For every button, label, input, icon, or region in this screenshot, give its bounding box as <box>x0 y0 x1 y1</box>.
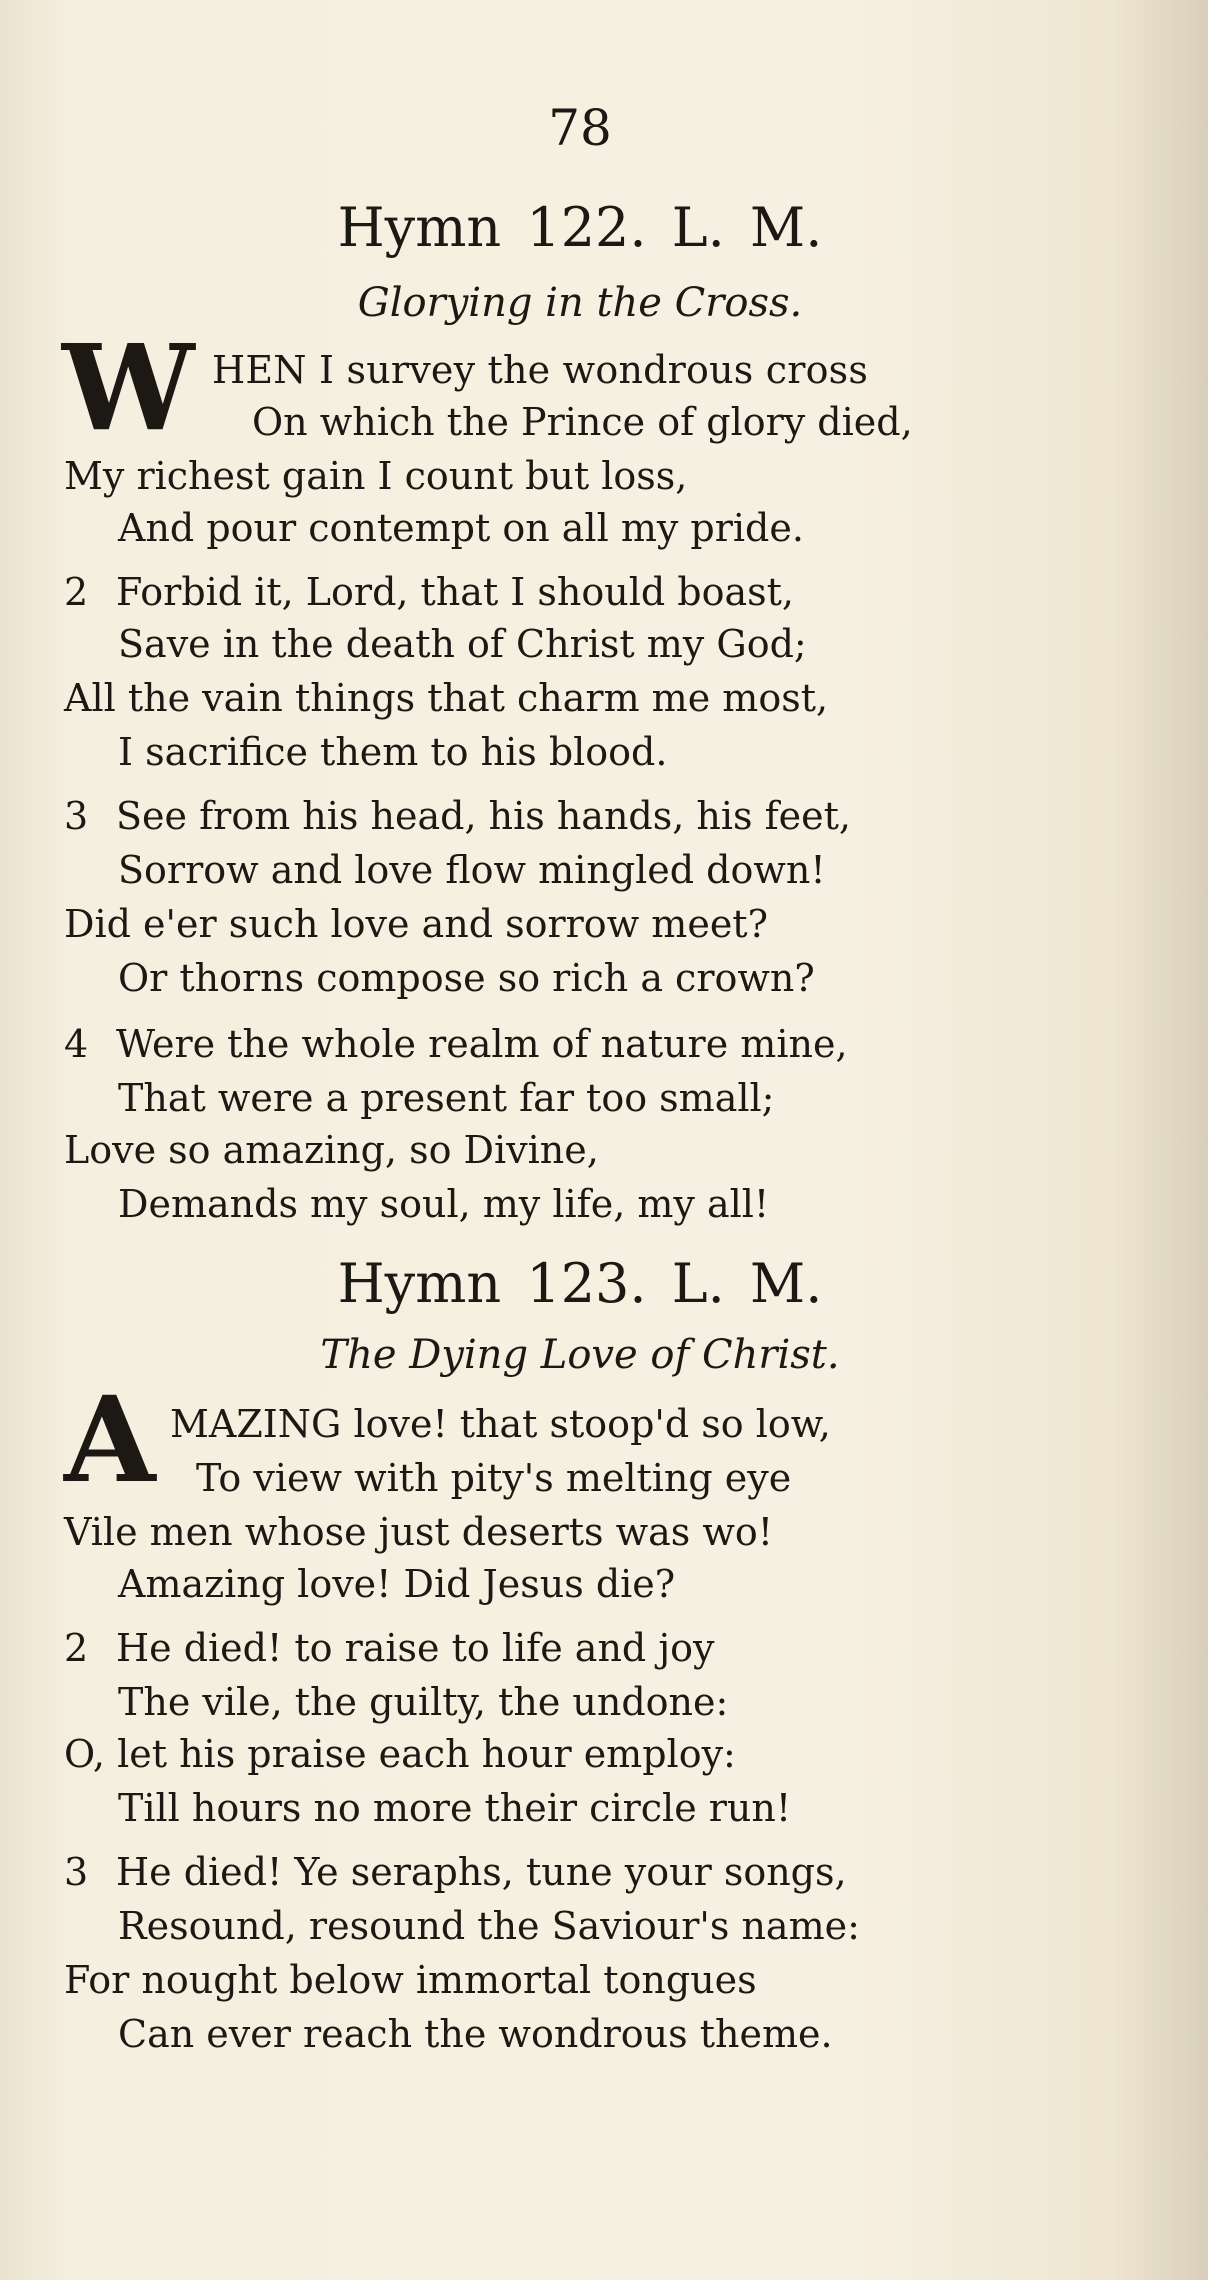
verse-text: Were the whole realm of nature mine, <box>116 1022 848 1066</box>
hymn-123-line-11: For nought below immortal tongues <box>64 1958 757 2002</box>
verse-number: 3 <box>64 794 89 838</box>
hymn-122-line-2: On which the Prince of glory died, <box>252 400 913 444</box>
verse-text: He died! to raise to life and joy <box>116 1626 715 1670</box>
verse-text: He died! Ye seraphs, tune your songs, <box>116 1850 847 1894</box>
hymn-122-line-11: Did e'er such love and sorrow meet? <box>64 902 768 946</box>
hymn-123-line-8: Till hours no more their circle run! <box>118 1786 792 1830</box>
hymn-122-line-12: Or thorns compose so rich a crown? <box>118 956 815 1000</box>
hymn-122-line-16: Demands my soul, my life, my all! <box>118 1182 770 1226</box>
hymn-122-line-14: That were a present far too small; <box>118 1076 775 1120</box>
hymn-123-line-5 <box>64 1622 714 1674</box>
hymn-122-line-5 <box>64 566 794 618</box>
hymn-122-heading: Hymn 122. L. M. <box>337 196 823 259</box>
hymn-122-line-6: Save in the death of Christ my God; <box>118 622 807 666</box>
hymn-122-drop-cap: W <box>62 318 195 457</box>
hymn-122-line-4: And pour contempt on all my pride. <box>118 506 804 550</box>
hymn-122-line-13 <box>64 1018 848 1070</box>
verse-number: 2 <box>64 570 89 614</box>
hymn-123-line-1: MAZING love! that stoop'd so low, <box>170 1402 831 1446</box>
hymn-123-line-6: The vile, the guilty, the undone: <box>118 1680 729 1724</box>
hymn-123-line-3: Vile men whose just deserts was wo! <box>64 1510 774 1554</box>
hymn-123-line-2: To view with pity's melting eye <box>196 1456 792 1500</box>
hymn-123-line-12: Can ever reach the wondrous theme. <box>118 2012 833 2056</box>
hymn-123-heading: Hymn 123. L. M. <box>337 1252 823 1315</box>
verse-text: See from his head, his hands, his feet, <box>116 794 852 838</box>
hymn-122-subtitle: Glorying in the Cross. <box>357 280 803 326</box>
hymn-122-line-8: I sacrifice them to his blood. <box>118 730 668 774</box>
hymn-123-line-9 <box>64 1846 847 1898</box>
hymn-122-line-10: Sorrow and love flow mingled down! <box>118 848 826 892</box>
hymn-123-line-7: O, let his praise each hour employ: <box>64 1732 736 1776</box>
verse-number: 2 <box>64 1626 89 1670</box>
hymn-123-subtitle: The Dying Love of Christ. <box>320 1332 840 1378</box>
hymn-123-drop-cap: A <box>64 1370 156 1509</box>
hymn-122-line-1: HEN I survey the wondrous cross <box>212 348 869 392</box>
hymn-122-line-9 <box>64 790 851 842</box>
hymn-122-line-15: Love so amazing, so Divine, <box>64 1128 599 1172</box>
hymn-123-line-4: Amazing love! Did Jesus die? <box>118 1562 676 1606</box>
page-number: 78 <box>548 99 612 157</box>
hymn-122-line-7: All the vain things that charm me most, <box>64 676 829 720</box>
hymn-122-line-3: My richest gain I count but loss, <box>64 454 688 498</box>
verse-number: 4 <box>64 1022 89 1066</box>
hymn-123-line-10: Resound, resound the Saviour's name: <box>118 1904 860 1948</box>
verse-number: 3 <box>64 1850 89 1894</box>
verse-text: Forbid it, Lord, that I should boast, <box>116 570 794 614</box>
